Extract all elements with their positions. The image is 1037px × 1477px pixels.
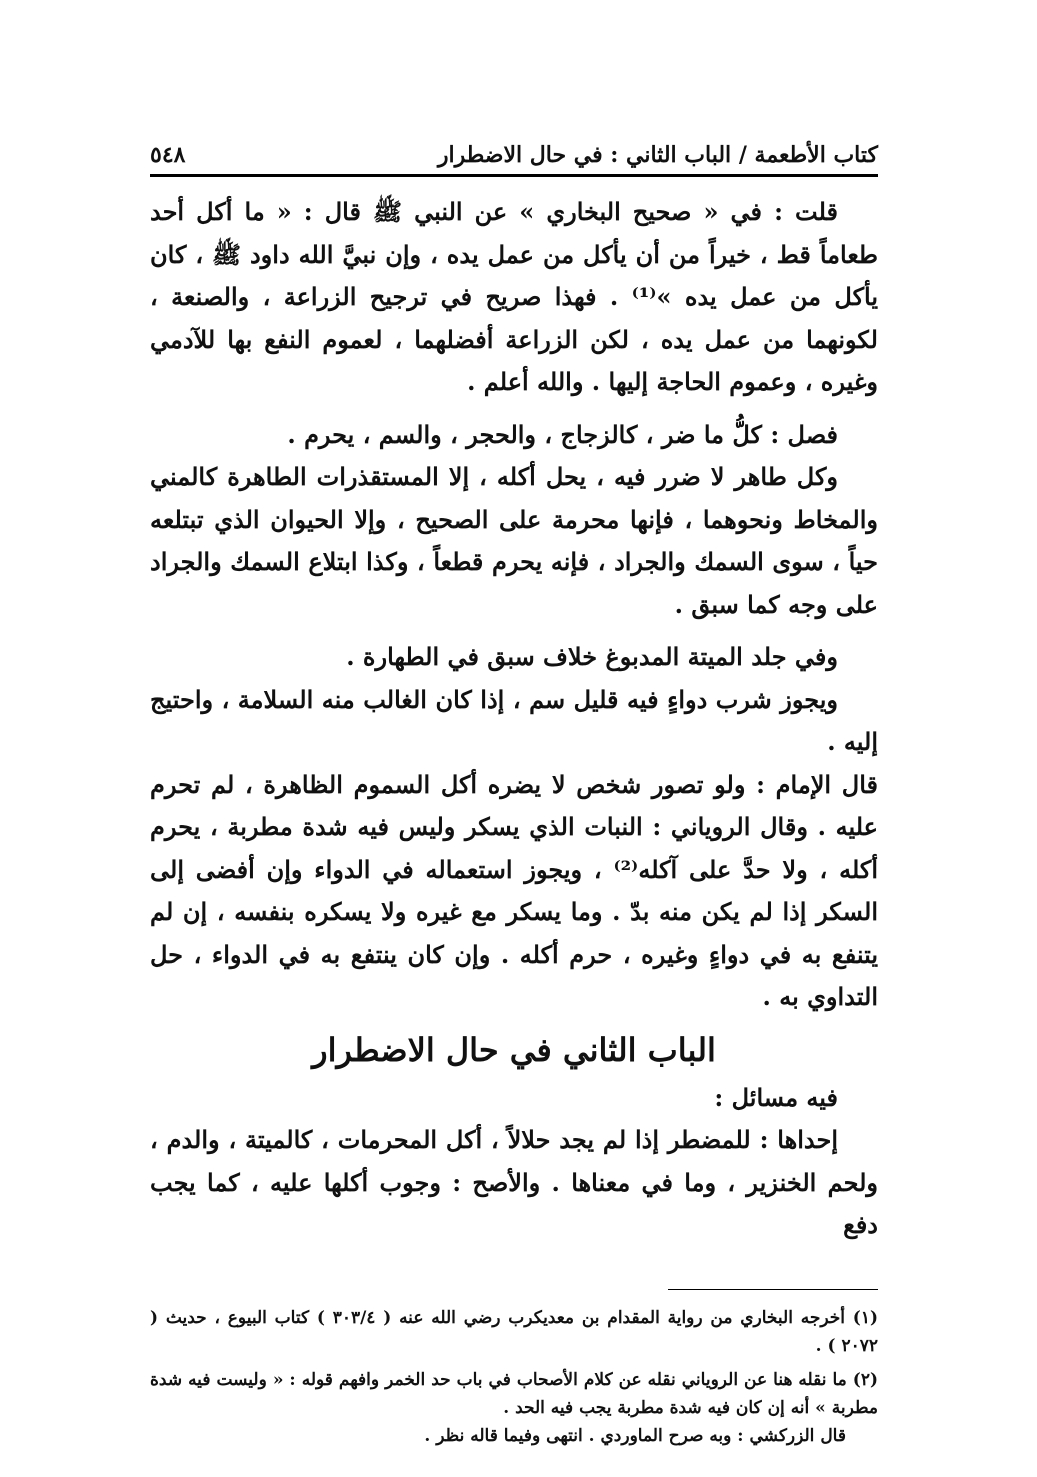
book-page (150, 128, 878, 1456)
paragraph-5: ويجوز شرب دواءٍ فيه قليل سم ، إذا كان الغالب منه السلامة ، واحتيج إليه . (150, 684, 878, 756)
paragraph-6: قال الإمام : ولو تصور شخص لا يضره أكل السموم الظاهرة ، لم تحرم عليه . وقال الروياني : النبات الذي يسكر وليس فيه شدة مطربة ، يحرم أكله ، ولا حدَّ على آكله⁽²⁾ ، ويجوز استعماله في الدواء وإن أفضى إلى السكر إذا لم يكن منه بدّ . وما يسكر مع غيره ولا يسكره بنفسه ، إن لم يتنفع به في دواءٍ وغيره ، حرم أكله . وإن كان ينتفع به في الدواء ، حل التداوي به . (150, 769, 878, 1011)
section-paragraph-1: فيه مسائل : (714, 1082, 838, 1112)
footnote-marker: (٢) (852, 1369, 878, 1390)
paragraph-fasl: فصل : كلُّ ما ضر ، كالزجاج ، والحجر ، والسم ، يحرم . (287, 419, 838, 449)
footnote-2 (150, 1366, 878, 1450)
footnote-continuation: قال الزركشي : وبه صرح الماوردي . انتهى وفيما قاله نظر . (424, 1425, 846, 1446)
footnote-1 (150, 1304, 878, 1360)
paragraph-3: وكل طاهر لا ضرر فيه ، يحل أكله ، إلا المستقذرات الطاهرة كالمني والمخاط ونحوهما ، فإنها محرمة على الصحيح ، وإلا الحيوان الذي تبتلعه حياً ، سوى السمك والجراد ، فإنه يحرم قطعاً ، وكذا ابتلاع السمك والجراد على وجه كما سبق . (150, 462, 878, 619)
running-title: كتاب الأطعمة / الباب الثاني : في حال الاضطرار (437, 142, 878, 168)
footnote-rule (668, 1289, 878, 1290)
footnote-marker: (١) (852, 1307, 878, 1328)
paragraph-4: وفي جلد الميتة المدبوغ خلاف سبق في الطهارة . (346, 642, 838, 671)
header-rule (150, 174, 878, 177)
section-title: الباب الثاني في حال الاضطرار (312, 1030, 716, 1069)
running-header (150, 128, 878, 168)
page-number: ٥٤٨ (150, 142, 186, 168)
footnote-text: ما نقله هنا عن الروياني نقله عن كلام الأصحاب في باب حد الخمر وافهم قوله : « وليست فيه شدة مطربة » أنه إن كان فيه شدة مطربة يجب فيه الحد . (150, 1369, 878, 1418)
footnote-text: أخرجه البخاري من رواية المقدام بن معديكرب رضي الله عنه ( ٣٠٣/٤ ) كتاب البيوع ، حديث ( ٢٠٧٢ ) . (150, 1307, 878, 1356)
section-paragraph-2: إحداها : للمضطر إذا لم يجد حلالاً ، أكل المحرمات ، كالميتة ، والدم ، ولحم الخنزير ، وما في معناها . والأصح : وجوب أكلها عليه ، كما يجب دفع (150, 1125, 878, 1239)
paragraph-1: قلت : في « صحيح البخاري » عن النبي ﷺ قال : « ما أكل أحد طعاماً قط ، خيراً من أن يأكل من عمل يده ، وإن نبيَّ الله داود ﷺ ، كان يأكل من عمل يده »⁽¹⁾ . فهذا صريح في ترجيح الزراعة ، والصنعة ، لكونهما من عمل يده ، لكن الزراعة أفضلهما ، لعموم النفع بها للآدمي وغيره ، وعموم الحاجة إليها . والله أعلم . (150, 197, 878, 396)
